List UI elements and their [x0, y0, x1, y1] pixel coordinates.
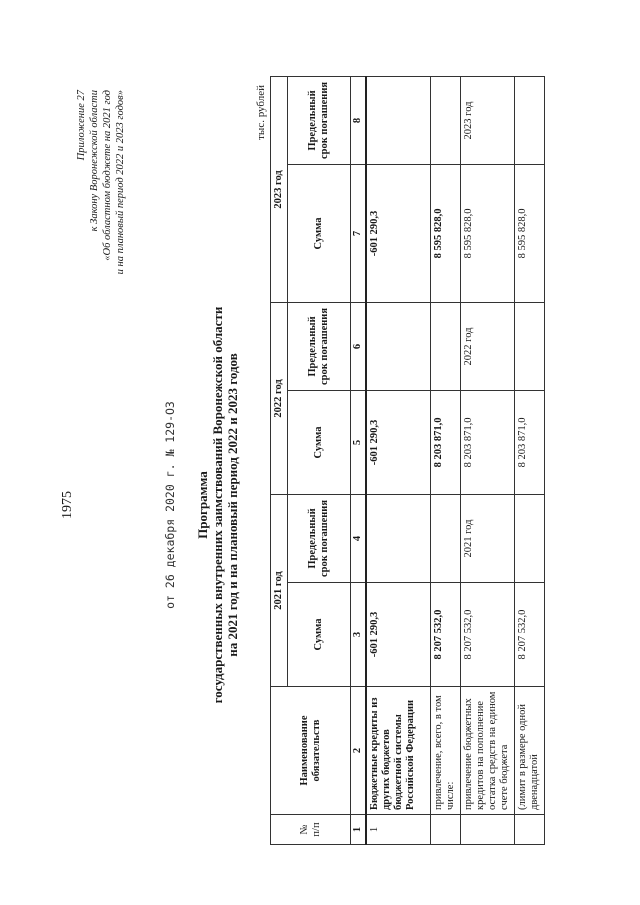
col-number: 2	[351, 687, 367, 815]
table-row	[460, 76, 514, 844]
header-2021: 2021 год	[271, 494, 288, 686]
sum-2022: 8 203 871,0	[460, 390, 514, 494]
col-number: 5	[351, 390, 367, 494]
appendix-note	[75, 90, 127, 425]
title-line-1: Программа	[195, 471, 210, 539]
col-number: 4	[351, 494, 367, 582]
header-sum-2022: Сумма	[288, 390, 351, 494]
unit-label: тыс. рублей	[255, 85, 267, 140]
sum-2023: 8 595 828,0	[514, 164, 544, 302]
row-num	[460, 815, 514, 845]
term-2023	[430, 76, 460, 164]
col-number: 6	[351, 302, 367, 390]
col-number: 7	[351, 164, 367, 302]
header-2023: 2023 год	[271, 76, 288, 302]
row-num	[430, 815, 460, 845]
header-term-2021: Предельный срок погашения	[288, 494, 351, 582]
row-num	[514, 815, 544, 845]
sum-2022: -601 290,3	[366, 390, 430, 494]
term-2021	[366, 494, 430, 582]
title-line-2: государственных внутренних заимствований Воронежской области	[210, 306, 225, 704]
header-term-2022: Предельный срок погашения	[288, 302, 351, 390]
header-term-2023: Предельный срок погашения	[288, 76, 351, 164]
term-2023	[366, 76, 430, 164]
appendix-line-4: и на плановый период 2022 и 2023 годов»	[115, 90, 126, 275]
title-line-3: на 2021 год и на плановый период 2022 и 2023 годов	[225, 353, 240, 657]
sum-2021: 8 207 532,0	[514, 583, 544, 687]
table-row	[514, 76, 544, 844]
sum-2021: 8 207 532,0	[460, 583, 514, 687]
row-name: привлечение, всего, в том числе:	[430, 687, 460, 815]
row-name: Бюджетные кредиты из других бюджетов бюджетной системы Российской Федерации	[366, 687, 430, 815]
row-num: 1	[366, 815, 430, 845]
term-2021	[430, 494, 460, 582]
sum-2022: 8 203 871,0	[430, 390, 460, 494]
term-2022: 2022 год	[460, 302, 514, 390]
term-2023	[514, 76, 544, 164]
header-sum-2023: Сумма	[288, 164, 351, 302]
sum-2021: 8 207 532,0	[430, 583, 460, 687]
table-row	[430, 76, 460, 844]
appendix-line-2: к Закону Воронежской области	[89, 90, 100, 232]
date-stamp: от 26 декабря 2020 г. № 129-ОЗ	[163, 401, 177, 609]
page-number: 1975	[60, 491, 75, 519]
term-2021	[514, 494, 544, 582]
col-number: 8	[351, 76, 367, 164]
header-num: № п/п	[271, 815, 351, 845]
table-row	[366, 76, 430, 844]
sum-2021: -601 290,3	[366, 583, 430, 687]
column-number-row	[351, 76, 367, 844]
term-2022	[514, 302, 544, 390]
sum-2023: 8 595 828,0	[460, 164, 514, 302]
header-2022: 2022 год	[271, 302, 288, 494]
sum-2023: 8 595 828,0	[430, 164, 460, 302]
header-row-years	[271, 76, 288, 844]
header-name: Наименование обязательств	[271, 687, 351, 815]
term-2021: 2021 год	[460, 494, 514, 582]
col-number: 1	[351, 815, 367, 845]
term-2023: 2023 год	[460, 76, 514, 164]
sum-2022: 8 203 871,0	[514, 390, 544, 494]
document-title	[195, 125, 240, 885]
row-name: (лимит в размере одной двенадцатой	[514, 687, 544, 815]
appendix-line-1: Приложение 27	[76, 90, 87, 161]
row-name: привлечение бюджетных кредитов на пополнение остатка средств на едином счете бюджета	[460, 687, 514, 815]
sum-2023: -601 290,3	[366, 164, 430, 302]
rotated-document	[20, 40, 620, 885]
term-2022	[366, 302, 430, 390]
term-2022	[430, 302, 460, 390]
header-sum-2021: Сумма	[288, 583, 351, 687]
col-number: 3	[351, 583, 367, 687]
appendix-line-3: «Об областном бюджете на 2021 год	[102, 90, 113, 261]
borrowing-table	[270, 76, 545, 845]
